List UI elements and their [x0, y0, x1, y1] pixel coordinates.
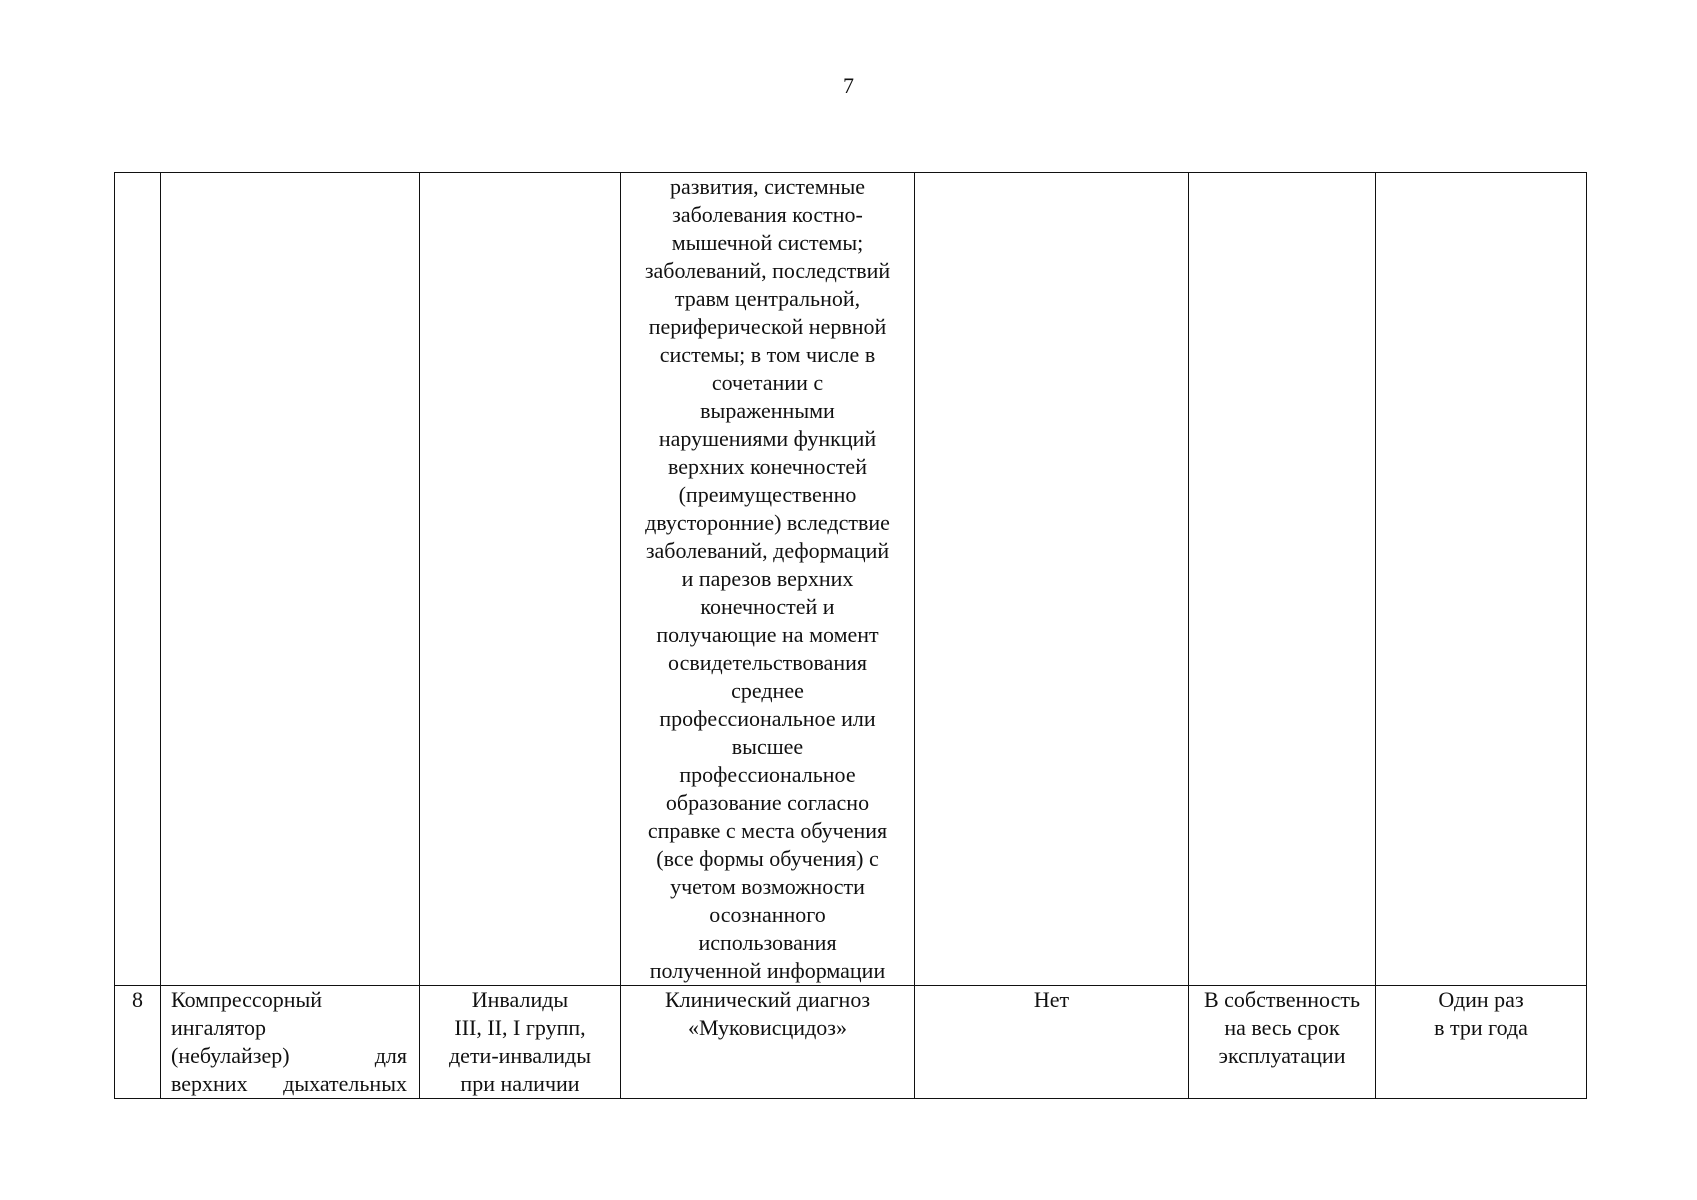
cell-device — [161, 173, 420, 986]
frequency-text — [1382, 986, 1580, 1042]
cell-number — [115, 173, 161, 986]
text-line: (небулайзер) для — [171, 1043, 407, 1068]
text-line: профессиональное или — [659, 706, 876, 731]
text-line: дети-инвалиды — [448, 1043, 591, 1068]
text-line: и парезов верхних — [681, 566, 854, 591]
text-line: получающие на момент — [656, 622, 879, 647]
cell-indications — [621, 986, 915, 1099]
text-line: сочетании с — [711, 370, 824, 395]
text-line: профессиональное — [679, 762, 856, 787]
text-line: Инвалиды — [471, 987, 569, 1012]
text-line: полученной информации — [649, 958, 886, 983]
text-line: III, II, I групп, — [454, 1015, 586, 1040]
text-line: двусторонние) вследствие — [645, 510, 890, 535]
text-line: освидетельствования — [668, 650, 867, 675]
text-line: верхних дыхательных — [171, 1071, 407, 1096]
text-line: Компрессорный — [171, 987, 323, 1012]
page-number: 7 — [843, 73, 854, 98]
text-line: справке с места обучения — [647, 818, 888, 843]
indications-text — [627, 986, 908, 1042]
text-line: (преимущественно — [678, 482, 857, 507]
text-line: заболевания костно- — [672, 202, 863, 227]
text-line: эксплуатации — [1218, 1043, 1346, 1068]
text-line: ингалятор — [171, 1015, 266, 1040]
text-line: среднее — [731, 678, 804, 703]
text-line: травм центральной, — [674, 286, 861, 311]
text-line: (все формы обучения) с — [656, 846, 879, 871]
text-line: учетом возможности — [670, 874, 865, 899]
text-line: «Муковисцидоз» — [688, 1015, 847, 1040]
transfer-text — [1195, 986, 1369, 1070]
cell-indications — [621, 173, 915, 986]
text-line: при наличии — [460, 1071, 580, 1096]
text-line: осознанного — [709, 902, 826, 927]
cell-frequency — [1376, 173, 1587, 986]
text-line: высшее — [731, 734, 804, 759]
text-line: конечностей и — [700, 594, 835, 619]
text-line: верхних конечностей — [668, 454, 867, 479]
table-row-8 — [115, 986, 1587, 1099]
text-line: развития, системные — [669, 174, 866, 199]
cell-recipients — [420, 986, 621, 1099]
text-line: образование согласно — [665, 790, 870, 815]
cell-contraindications — [915, 173, 1189, 986]
text-line: Клинический диагноз — [664, 987, 871, 1012]
text-line: нарушениями функций — [658, 426, 877, 451]
text-line: Один раз — [1438, 987, 1524, 1012]
text-line: выраженными — [700, 398, 835, 423]
text-line: заболеваний, деформаций — [645, 538, 890, 563]
table-row-continued — [115, 173, 1587, 986]
cell-frequency — [1376, 986, 1587, 1099]
text-line: заболеваний, последствий — [644, 258, 891, 283]
text-line: мышечной системы; — [671, 230, 864, 255]
document-table — [114, 172, 1587, 1099]
cell-transfer — [1189, 986, 1376, 1099]
text-line: на весь срок — [1224, 1015, 1340, 1040]
recipients-text — [426, 986, 614, 1098]
text-line: В собственность — [1203, 987, 1361, 1012]
cell-contraindications: Нет — [915, 986, 1189, 1099]
text-line: системы; в том числе в — [659, 342, 876, 367]
cell-device — [161, 986, 420, 1099]
text-line: использования — [698, 930, 837, 955]
cell-recipients — [420, 173, 621, 986]
cell-transfer — [1189, 173, 1376, 986]
text-line: в три года — [1434, 1015, 1528, 1040]
text-line: периферической нервной — [648, 314, 887, 339]
cell-number: 8 — [115, 986, 161, 1099]
indications-text — [627, 173, 908, 985]
